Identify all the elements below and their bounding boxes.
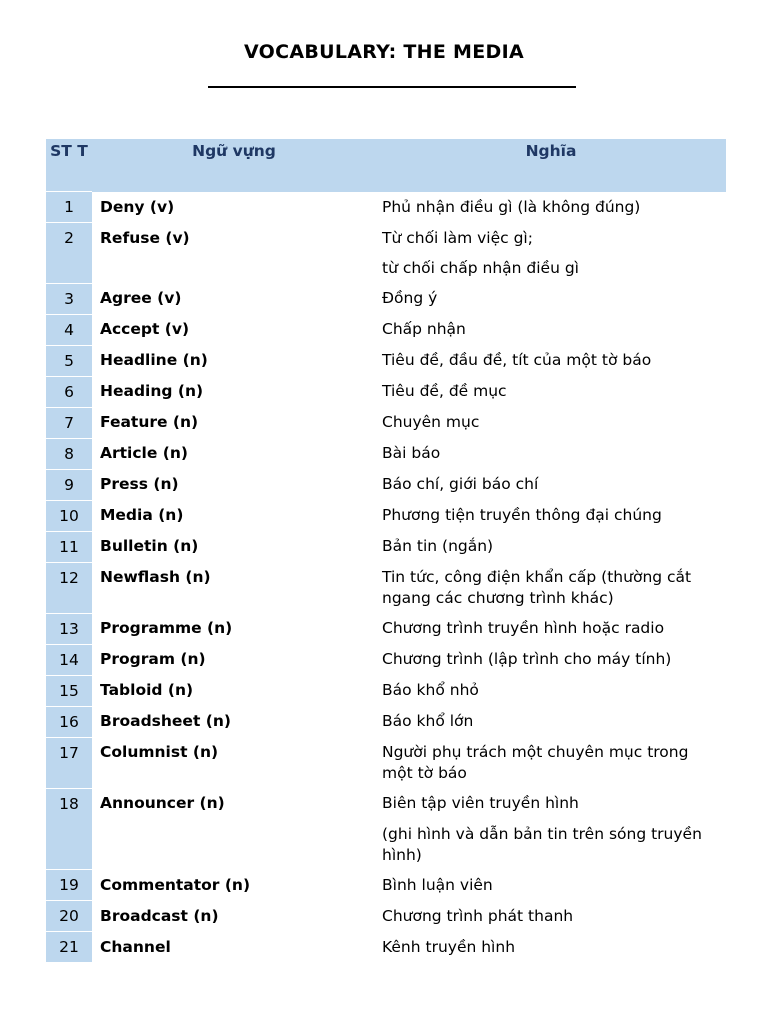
vocabulary-table xyxy=(46,139,726,962)
table-row xyxy=(46,675,726,706)
document-title: VOCABULARY: THE MEDIA xyxy=(244,41,524,63)
header-stt: ST T xyxy=(46,139,92,192)
row-number: 14 xyxy=(46,644,92,675)
vocab-meaning: Bản tin (ngắn) xyxy=(382,537,494,555)
vocab-word: Program (n) xyxy=(100,650,206,668)
table-row xyxy=(46,901,726,932)
row-number: 9 xyxy=(46,469,92,500)
vocab-meaning: Bình luận viên xyxy=(382,875,493,894)
header-word: Ngữ vựng xyxy=(92,139,376,192)
table-row-continuation xyxy=(46,819,726,870)
vocab-word: Channel xyxy=(100,937,171,956)
table-row xyxy=(46,345,726,376)
row-number-blank xyxy=(46,819,92,870)
table-row xyxy=(46,407,726,438)
row-number: 20 xyxy=(46,901,92,932)
vocab-meaning: Tin tức, công điện khẩn cấp (thường cắt ngang các chương trình khác) xyxy=(382,568,692,607)
row-number: 13 xyxy=(46,613,92,644)
vocab-meaning: Người phụ trách một chuyên mục trong một tờ báo xyxy=(382,743,689,782)
vocab-word: Tabloid (n) xyxy=(100,681,194,699)
title-underline xyxy=(208,86,576,88)
table-row xyxy=(46,192,726,223)
table-row xyxy=(46,314,726,345)
row-number: 7 xyxy=(46,407,92,438)
vocab-meaning: Chấp nhận xyxy=(382,320,466,338)
table-row xyxy=(46,531,726,562)
vocab-meaning-continued: từ chối chấp nhận điều gì xyxy=(382,259,579,277)
vocab-meaning: Từ chối làm việc gì; xyxy=(382,228,533,247)
vocab-word: Article (n) xyxy=(100,444,188,462)
vocab-word: Programme (n) xyxy=(100,619,233,637)
table-row xyxy=(46,438,726,469)
vocab-meaning: Tiêu đề, đề mục xyxy=(382,382,507,400)
table-row xyxy=(46,644,726,675)
vocab-meaning: Phủ nhận điều gì (là không đúng) xyxy=(382,197,641,216)
vocab-meaning: Báo chí, giới báo chí xyxy=(382,475,539,493)
vocab-word: Announcer (n) xyxy=(100,794,225,812)
vocab-word-blank xyxy=(92,819,376,870)
row-number: 12 xyxy=(46,562,92,613)
table-row xyxy=(46,706,726,737)
header-meaning: Nghĩa xyxy=(376,139,726,192)
vocab-word-blank xyxy=(92,253,376,283)
vocab-word: Broadsheet (n) xyxy=(100,712,231,730)
vocab-meaning: Bài báo xyxy=(382,444,441,462)
row-number: 15 xyxy=(46,675,92,706)
row-number: 17 xyxy=(46,737,92,788)
vocab-meaning: Chương trình phát thanh xyxy=(382,906,574,925)
row-number: 21 xyxy=(46,932,92,963)
vocab-meaning: Chương trình truyền hình hoặc radio xyxy=(382,619,665,637)
vocab-meaning: Tiêu đề, đầu đề, tít của một tờ báo xyxy=(382,351,652,369)
table-row xyxy=(46,283,726,314)
vocab-word: Accept (v) xyxy=(100,320,190,338)
vocab-word: Commentator (n) xyxy=(100,875,251,894)
vocab-word: Refuse (v) xyxy=(100,228,190,247)
table-row xyxy=(46,613,726,644)
table-row-continuation xyxy=(46,253,726,283)
table-row xyxy=(46,376,726,407)
table-row xyxy=(46,562,726,613)
row-number: 16 xyxy=(46,706,92,737)
table-row xyxy=(46,737,726,788)
vocab-meaning: Báo khổ lớn xyxy=(382,712,474,730)
row-number: 4 xyxy=(46,314,92,345)
vocab-meaning: Đồng ý xyxy=(382,289,438,307)
table-row xyxy=(46,788,726,819)
row-number: 6 xyxy=(46,376,92,407)
vocab-word: Media (n) xyxy=(100,506,184,524)
table-header-row xyxy=(46,139,726,192)
table-row xyxy=(46,469,726,500)
vocab-word: Columnist (n) xyxy=(100,743,219,761)
row-number: 19 xyxy=(46,870,92,901)
vocab-meaning: Chương trình (lập trình cho máy tính) xyxy=(382,650,672,668)
row-number: 8 xyxy=(46,438,92,469)
row-number: 3 xyxy=(46,283,92,314)
row-number-blank xyxy=(46,253,92,283)
table-row xyxy=(46,223,726,254)
vocab-word: Newflash (n) xyxy=(100,568,211,586)
vocab-meaning: Kênh truyền hình xyxy=(382,937,516,956)
vocab-meaning-continued: (ghi hình và dẫn bản tin trên sóng truyền hình) xyxy=(382,824,702,864)
vocab-word: Agree (v) xyxy=(100,289,182,307)
vocab-word: Feature (n) xyxy=(100,413,199,431)
table-row xyxy=(46,870,726,901)
row-number: 5 xyxy=(46,345,92,376)
vocab-meaning: Phương tiện truyền thông đại chúng xyxy=(382,506,662,524)
row-number: 18 xyxy=(46,788,92,819)
vocab-word: Bulletin (n) xyxy=(100,537,199,555)
vocab-meaning: Chuyên mục xyxy=(382,413,480,431)
vocab-word: Heading (n) xyxy=(100,382,204,400)
vocab-word: Broadcast (n) xyxy=(100,906,219,925)
row-number: 1 xyxy=(46,192,92,223)
table-body xyxy=(46,192,726,963)
table-row xyxy=(46,500,726,531)
vocab-word: Deny (v) xyxy=(100,197,175,216)
vocab-meaning: Biên tập viên truyền hình xyxy=(382,794,579,812)
vocab-meaning: Báo khổ nhỏ xyxy=(382,681,479,699)
row-number: 11 xyxy=(46,531,92,562)
row-number: 2 xyxy=(46,223,92,254)
vocab-word: Press (n) xyxy=(100,475,179,493)
vocab-word: Headline (n) xyxy=(100,351,208,369)
table-row xyxy=(46,932,726,963)
row-number: 10 xyxy=(46,500,92,531)
